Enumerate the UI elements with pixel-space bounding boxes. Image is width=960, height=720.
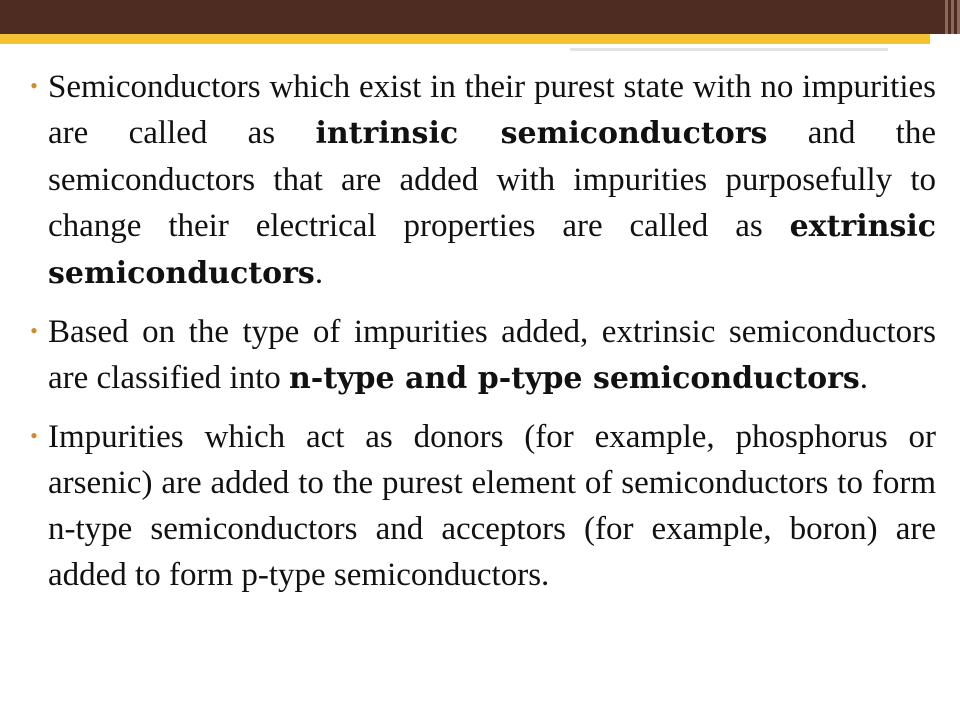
bullet-item-1: [20, 64, 948, 297]
bullet-icon: •: [30, 318, 38, 343]
accent-bar: [0, 34, 930, 44]
slide-body: [20, 64, 948, 610]
bullet-icon: •: [30, 73, 38, 98]
bold-term-n-p-type: n-type and p-type semiconductors: [289, 361, 860, 396]
accent-divider-line: [570, 48, 888, 51]
title-bar-stripes: [930, 0, 960, 34]
bullet-icon: •: [30, 423, 38, 448]
bullet-text: [48, 414, 948, 598]
bullet-text-segment: .: [859, 360, 869, 396]
bullet-text-segment: Impurities which act as donors (for example, phosphorus or arsenic) are added to the purest element of semiconductors to form n-type semiconductors and acceptors (for example, boron) are added to form p-type semiconductors.: [48, 419, 936, 593]
bullet-item-3: [20, 414, 948, 598]
bullet-text-segment: and the semiconductors that are added with impurities purposefully to change their electrical properties are called as: [48, 115, 936, 244]
bold-term-extrinsic: extrinsic semiconductors: [48, 209, 936, 291]
bullet-text: [48, 64, 948, 297]
stripe: [945, 0, 948, 34]
stripe: [951, 0, 954, 34]
top-title-bar: [0, 0, 960, 34]
bullet-text-segment: Semiconductors which exist in their purest state with no impurities are called as: [48, 69, 936, 151]
bold-term-intrinsic: intrinsic semiconductors: [315, 116, 768, 151]
bullet-item-2: [20, 309, 948, 402]
bullet-text-segment: .: [314, 255, 324, 291]
bullet-text: [48, 309, 948, 402]
bullet-text-segment: Based on the type of impurities added, extrinsic semiconductors are classified into: [48, 314, 936, 396]
